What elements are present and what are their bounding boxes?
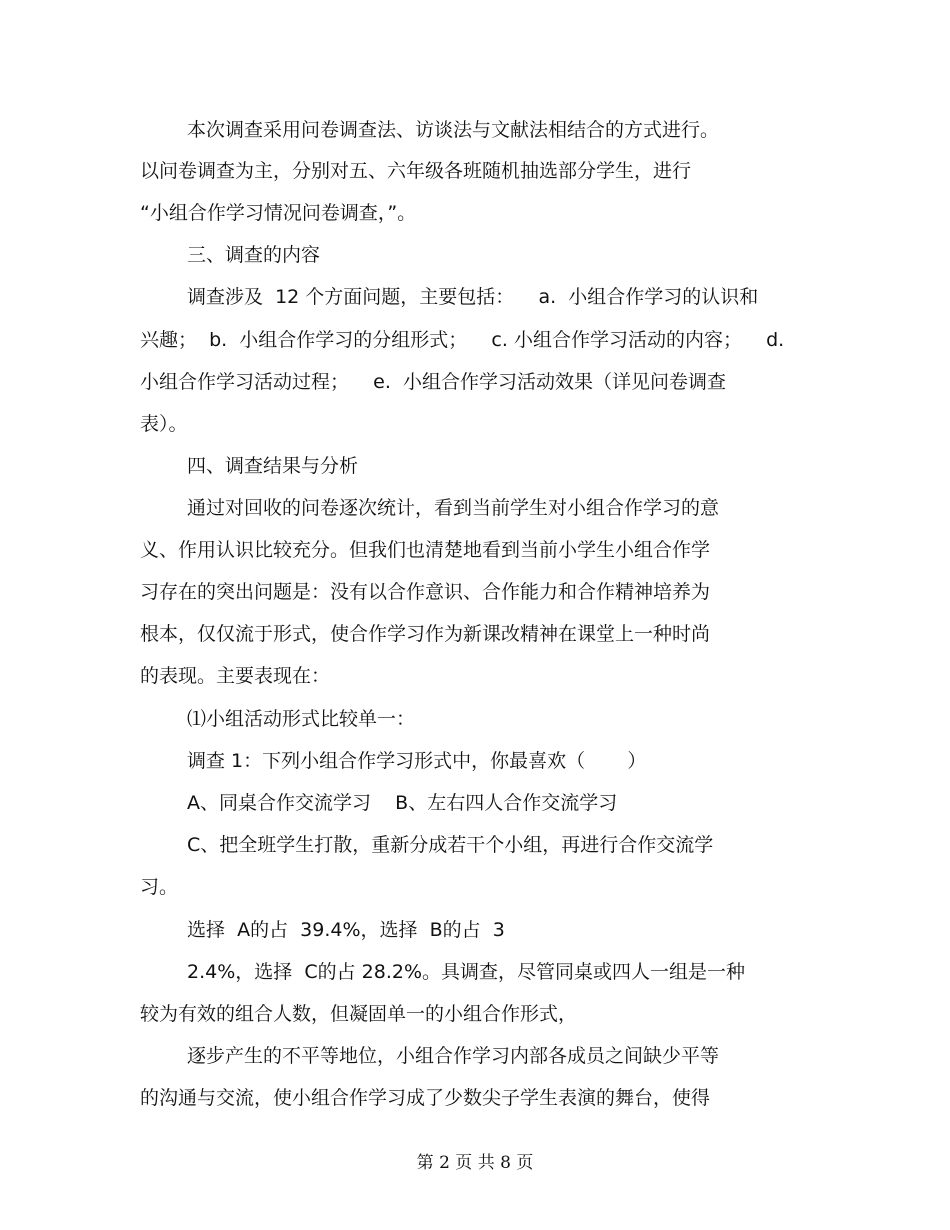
text-line: 以问卷调查为主，分别对五、六年级各班随机抽选部分学生，进行: [140, 160, 692, 182]
text-line: 的沟通与交流，使小组合作学习成了少数尖子学生表演的舞台，使得: [140, 1087, 711, 1109]
text-line: A、同桌合作交流学习 B、左右四人合作交流学习: [187, 792, 618, 814]
text-line: 调查 1：下列小组合作学习形式中，你最喜欢（ ）: [187, 750, 647, 772]
text-line: 的表现。主要表现在：: [140, 665, 331, 687]
text-line: 习。: [140, 876, 179, 898]
text-line: 小组合作学习活动过程； e. 小组合作学习活动效果（详见问卷调查: [140, 371, 726, 393]
text-line: 逐步产生的不平等地位，小组合作学习内部各成员之间缺少平等: [187, 1045, 720, 1067]
text-line: C、把全班学生打散，重新分成若干个小组，再进行合作交流学: [187, 834, 714, 856]
text-line: 调查涉及 12 个方面问题，主要包括： a. 小组合作学习的认识和: [187, 286, 759, 308]
text-line: 较为有效的组合人数，但凝固单一的小组合作形式，: [140, 1003, 578, 1025]
page-number-footer: 第 2 页 共 8 页: [416, 1153, 534, 1173]
text-line: 兴趣； b. 小组合作学习的分组形式； c. 小组合作学习活动的内容； d.: [140, 329, 785, 351]
text-line: 义、作用认识比较充分。但我们也清楚地看到当前小学生小组合作学: [140, 539, 711, 561]
text-line: ⑴小组活动形式比较单一：: [187, 708, 416, 730]
section-heading: 四、调查结果与分析: [187, 455, 359, 477]
text-line: “小组合作学习情况问卷调查，”。: [140, 202, 417, 224]
text-line: 表）。: [140, 413, 188, 435]
text-line: 本次调查采用问卷调查法、访谈法与文献法相结合的方式进行。: [187, 119, 720, 141]
section-heading: 三、调查的内容: [187, 244, 321, 266]
text-line: 2.4%，选择 C的占 28.2%。具调查，尽管同桌或四人一组是一种: [187, 961, 746, 983]
text-line: 通过对回收的问卷逐次统计，看到当前学生对小组合作学习的意: [187, 497, 720, 519]
text-line: 根本，仅仅流于形式，使合作学习作为新课改精神在课堂上一种时尚: [140, 623, 711, 645]
text-line: 选择 A的占 39.4%，选择 B的占 3: [187, 919, 505, 941]
text-line: 习存在的突出问题是：没有以合作意识、合作能力和合作精神培养为: [140, 581, 711, 603]
